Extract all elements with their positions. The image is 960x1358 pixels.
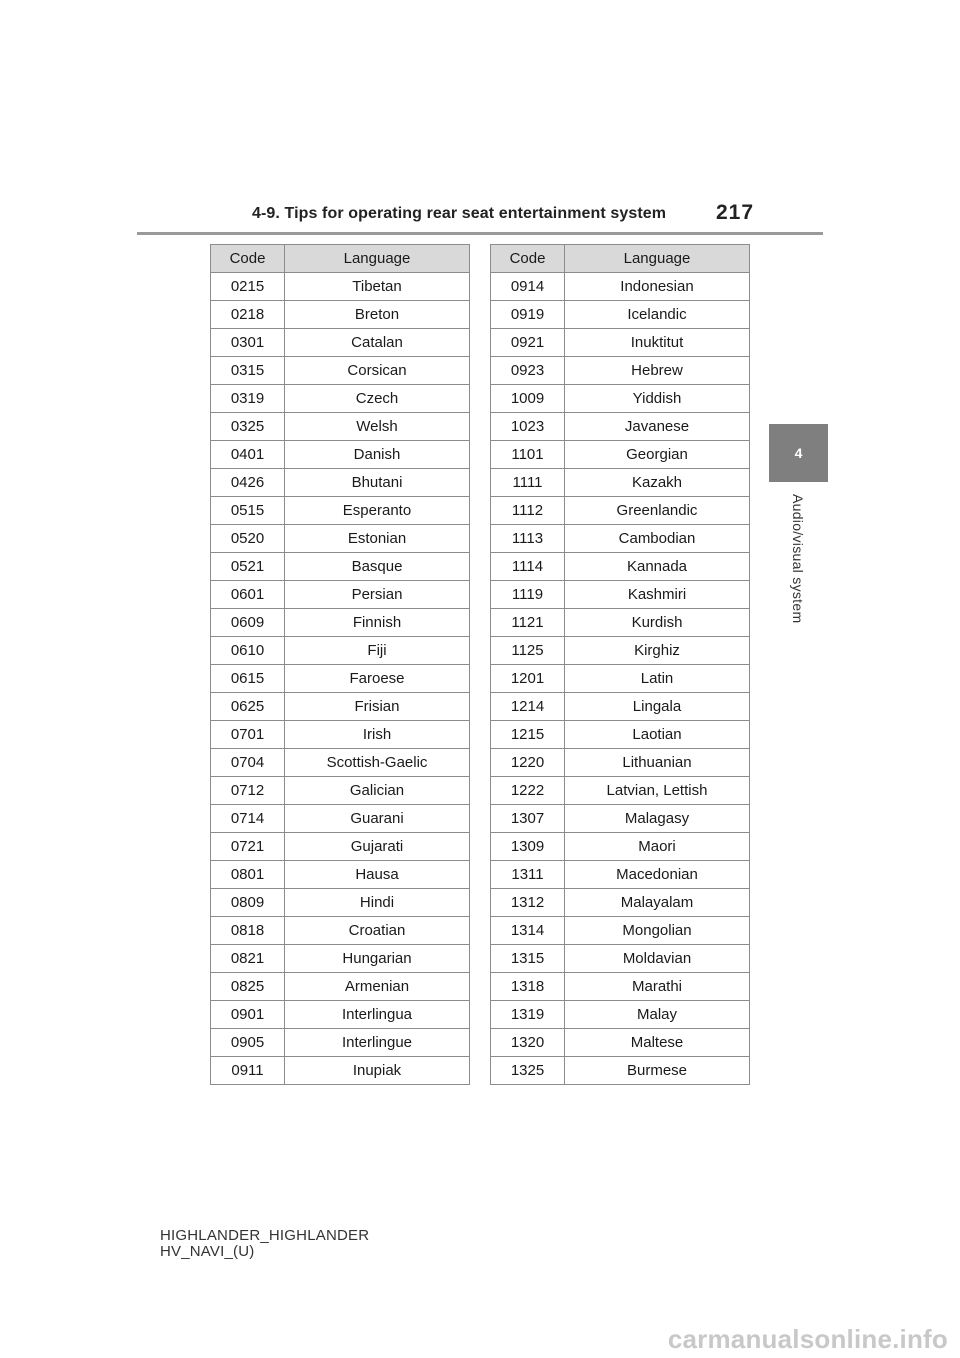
table-row — [491, 945, 750, 973]
code-cell: 0426 — [211, 469, 285, 497]
code-cell: 0315 — [211, 357, 285, 385]
language-cell: Danish — [285, 441, 470, 469]
code-cell: 0801 — [211, 861, 285, 889]
language-cell: Scottish-Gaelic — [285, 749, 470, 777]
language-cell: Mongolian — [565, 917, 750, 945]
language-cell: Kazakh — [565, 469, 750, 497]
table-row — [491, 833, 750, 861]
table-row — [211, 693, 470, 721]
table-row — [211, 917, 470, 945]
language-cell: Guarani — [285, 805, 470, 833]
language-cell: Finnish — [285, 609, 470, 637]
table-row — [491, 469, 750, 497]
language-cell: Irish — [285, 721, 470, 749]
table-row — [491, 301, 750, 329]
language-cell: Esperanto — [285, 497, 470, 525]
column-header-language: Language — [565, 245, 750, 273]
code-cell: 1320 — [491, 1029, 565, 1057]
language-cell: Welsh — [285, 413, 470, 441]
language-cell: Inuktitut — [565, 329, 750, 357]
language-cell: Latin — [565, 665, 750, 693]
language-cell: Fiji — [285, 637, 470, 665]
code-cell: 0704 — [211, 749, 285, 777]
watermark: carmanualsonline.info — [667, 1324, 948, 1354]
language-cell: Moldavian — [565, 945, 750, 973]
table-row — [211, 469, 470, 497]
column-header-code: Code — [491, 245, 565, 273]
code-cell: 0721 — [211, 833, 285, 861]
language-cell: Kashmiri — [565, 581, 750, 609]
code-cell: 1009 — [491, 385, 565, 413]
table-row — [491, 581, 750, 609]
code-cell: 1201 — [491, 665, 565, 693]
code-cell: 0401 — [211, 441, 285, 469]
language-cell: Basque — [285, 553, 470, 581]
table-row — [211, 609, 470, 637]
language-cell: Latvian, Lettish — [565, 777, 750, 805]
table-row — [211, 665, 470, 693]
table-row — [491, 413, 750, 441]
code-cell: 1114 — [491, 553, 565, 581]
language-cell: Croatian — [285, 917, 470, 945]
code-cell: 1325 — [491, 1057, 565, 1085]
code-cell: 1312 — [491, 889, 565, 917]
table-row — [211, 413, 470, 441]
code-cell: 0901 — [211, 1001, 285, 1029]
code-cell: 0712 — [211, 777, 285, 805]
table-row — [211, 945, 470, 973]
table-row — [491, 805, 750, 833]
code-cell: 1309 — [491, 833, 565, 861]
code-cell: 0319 — [211, 385, 285, 413]
language-code-table-left — [210, 244, 470, 1085]
code-cell: 0515 — [211, 497, 285, 525]
language-cell: Catalan — [285, 329, 470, 357]
table-row — [211, 861, 470, 889]
code-cell: 1222 — [491, 777, 565, 805]
code-cell: 0923 — [491, 357, 565, 385]
table-row — [491, 749, 750, 777]
table-row — [211, 525, 470, 553]
language-cell: Hungarian — [285, 945, 470, 973]
language-cell: Interlingua — [285, 1001, 470, 1029]
code-cell: 1220 — [491, 749, 565, 777]
table-row — [491, 273, 750, 301]
code-cell: 1215 — [491, 721, 565, 749]
code-cell: 0609 — [211, 609, 285, 637]
table-row — [491, 637, 750, 665]
table-row — [491, 1001, 750, 1029]
language-cell: Corsican — [285, 357, 470, 385]
language-cell: Interlingue — [285, 1029, 470, 1057]
language-cell: Burmese — [565, 1057, 750, 1085]
language-cell: Javanese — [565, 413, 750, 441]
code-cell: 1111 — [491, 469, 565, 497]
language-cell: Hindi — [285, 889, 470, 917]
chapter-tab — [769, 424, 828, 482]
code-cell: 1315 — [491, 945, 565, 973]
table-header-row — [211, 245, 470, 273]
language-cell: Tibetan — [285, 273, 470, 301]
column-header-language: Language — [285, 245, 470, 273]
table-row — [211, 1001, 470, 1029]
code-cell: 0825 — [211, 973, 285, 1001]
language-cell: Faroese — [285, 665, 470, 693]
table-row — [491, 889, 750, 917]
language-cell: Persian — [285, 581, 470, 609]
code-cell: 0911 — [211, 1057, 285, 1085]
table-row — [491, 441, 750, 469]
code-cell: 1307 — [491, 805, 565, 833]
language-cell: Kurdish — [565, 609, 750, 637]
language-cell: Malagasy — [565, 805, 750, 833]
table-row — [211, 273, 470, 301]
footer — [160, 1228, 369, 1260]
table-row — [211, 1029, 470, 1057]
language-cell: Bhutani — [285, 469, 470, 497]
code-cell: 1214 — [491, 693, 565, 721]
language-cell: Breton — [285, 301, 470, 329]
language-cell: Czech — [285, 385, 470, 413]
table-row — [211, 833, 470, 861]
language-cell: Kannada — [565, 553, 750, 581]
table-row — [211, 301, 470, 329]
code-cell: 0821 — [211, 945, 285, 973]
table-row — [491, 329, 750, 357]
code-cell: 0919 — [491, 301, 565, 329]
table-row — [491, 861, 750, 889]
table-row — [211, 805, 470, 833]
language-cell: Lithuanian — [565, 749, 750, 777]
language-cell: Hausa — [285, 861, 470, 889]
language-cell: Estonian — [285, 525, 470, 553]
code-cell: 0809 — [211, 889, 285, 917]
table-row — [491, 665, 750, 693]
code-cell: 0905 — [211, 1029, 285, 1057]
code-cell: 1319 — [491, 1001, 565, 1029]
footer-variant-line: HV_NAVI_(U) — [160, 1243, 255, 1260]
language-cell: Marathi — [565, 973, 750, 1001]
table-row — [491, 609, 750, 637]
chapter-number: 4 — [794, 445, 803, 461]
table-row — [211, 385, 470, 413]
language-cell: Armenian — [285, 973, 470, 1001]
table-row — [491, 525, 750, 553]
table-row — [211, 357, 470, 385]
table-row — [491, 973, 750, 1001]
table-row — [211, 721, 470, 749]
header-divider — [137, 232, 823, 235]
language-cell: Indonesian — [565, 273, 750, 301]
table-row — [491, 385, 750, 413]
code-cell: 0615 — [211, 665, 285, 693]
code-cell: 1023 — [491, 413, 565, 441]
table-row — [491, 553, 750, 581]
language-cell: Laotian — [565, 721, 750, 749]
code-cell: 0625 — [211, 693, 285, 721]
code-cell: 1119 — [491, 581, 565, 609]
table-row — [491, 357, 750, 385]
code-cell: 1318 — [491, 973, 565, 1001]
language-cell: Macedonian — [565, 861, 750, 889]
table-row — [211, 497, 470, 525]
code-cell: 1125 — [491, 637, 565, 665]
language-cell: Inupiak — [285, 1057, 470, 1085]
table-row — [491, 1057, 750, 1085]
language-cell: Frisian — [285, 693, 470, 721]
table-row — [211, 329, 470, 357]
language-cell: Kirghiz — [565, 637, 750, 665]
page-number: 217 — [716, 201, 755, 224]
language-cell: Malay — [565, 1001, 750, 1029]
table-row — [211, 889, 470, 917]
language-cell: Icelandic — [565, 301, 750, 329]
table-row — [211, 637, 470, 665]
code-cell: 0521 — [211, 553, 285, 581]
chapter-label: Audio/visual system — [790, 494, 806, 624]
column-header-code: Code — [211, 245, 285, 273]
code-cell: 0325 — [211, 413, 285, 441]
chapter-side-label — [788, 494, 808, 654]
table-row — [491, 917, 750, 945]
language-cell: Maltese — [565, 1029, 750, 1057]
code-cell: 0818 — [211, 917, 285, 945]
table-row — [211, 749, 470, 777]
code-cell: 1101 — [491, 441, 565, 469]
language-cell: Malayalam — [565, 889, 750, 917]
table-row — [491, 1029, 750, 1057]
code-cell: 0610 — [211, 637, 285, 665]
code-cell: 0921 — [491, 329, 565, 357]
language-cell: Cambodian — [565, 525, 750, 553]
table-row — [211, 777, 470, 805]
code-cell: 1121 — [491, 609, 565, 637]
code-cell: 1113 — [491, 525, 565, 553]
code-cell: 0520 — [211, 525, 285, 553]
code-cell: 0215 — [211, 273, 285, 301]
code-cell: 1112 — [491, 497, 565, 525]
table-row — [211, 553, 470, 581]
language-cell: Galician — [285, 777, 470, 805]
table-row — [211, 1057, 470, 1085]
language-code-table-right — [490, 244, 750, 1085]
language-cell: Gujarati — [285, 833, 470, 861]
code-cell: 1311 — [491, 861, 565, 889]
table-row — [491, 777, 750, 805]
footer-model-line: HIGHLANDER_HIGHLANDER — [160, 1227, 370, 1244]
code-cell: 0301 — [211, 329, 285, 357]
table-row — [491, 497, 750, 525]
language-cell: Hebrew — [565, 357, 750, 385]
table-row — [491, 693, 750, 721]
table-row — [211, 441, 470, 469]
language-cell: Greenlandic — [565, 497, 750, 525]
code-cell: 0601 — [211, 581, 285, 609]
language-cell: Maori — [565, 833, 750, 861]
table-row — [211, 973, 470, 1001]
language-cell: Lingala — [565, 693, 750, 721]
code-cell: 0714 — [211, 805, 285, 833]
code-cell: 0914 — [491, 273, 565, 301]
code-cell: 0218 — [211, 301, 285, 329]
table-header-row — [491, 245, 750, 273]
code-cell: 1314 — [491, 917, 565, 945]
language-cell: Georgian — [565, 441, 750, 469]
table-row — [211, 581, 470, 609]
code-cell: 0701 — [211, 721, 285, 749]
language-cell: Yiddish — [565, 385, 750, 413]
section-title: 4-9. Tips for operating rear seat entertainment system — [252, 205, 667, 222]
table-row — [491, 721, 750, 749]
